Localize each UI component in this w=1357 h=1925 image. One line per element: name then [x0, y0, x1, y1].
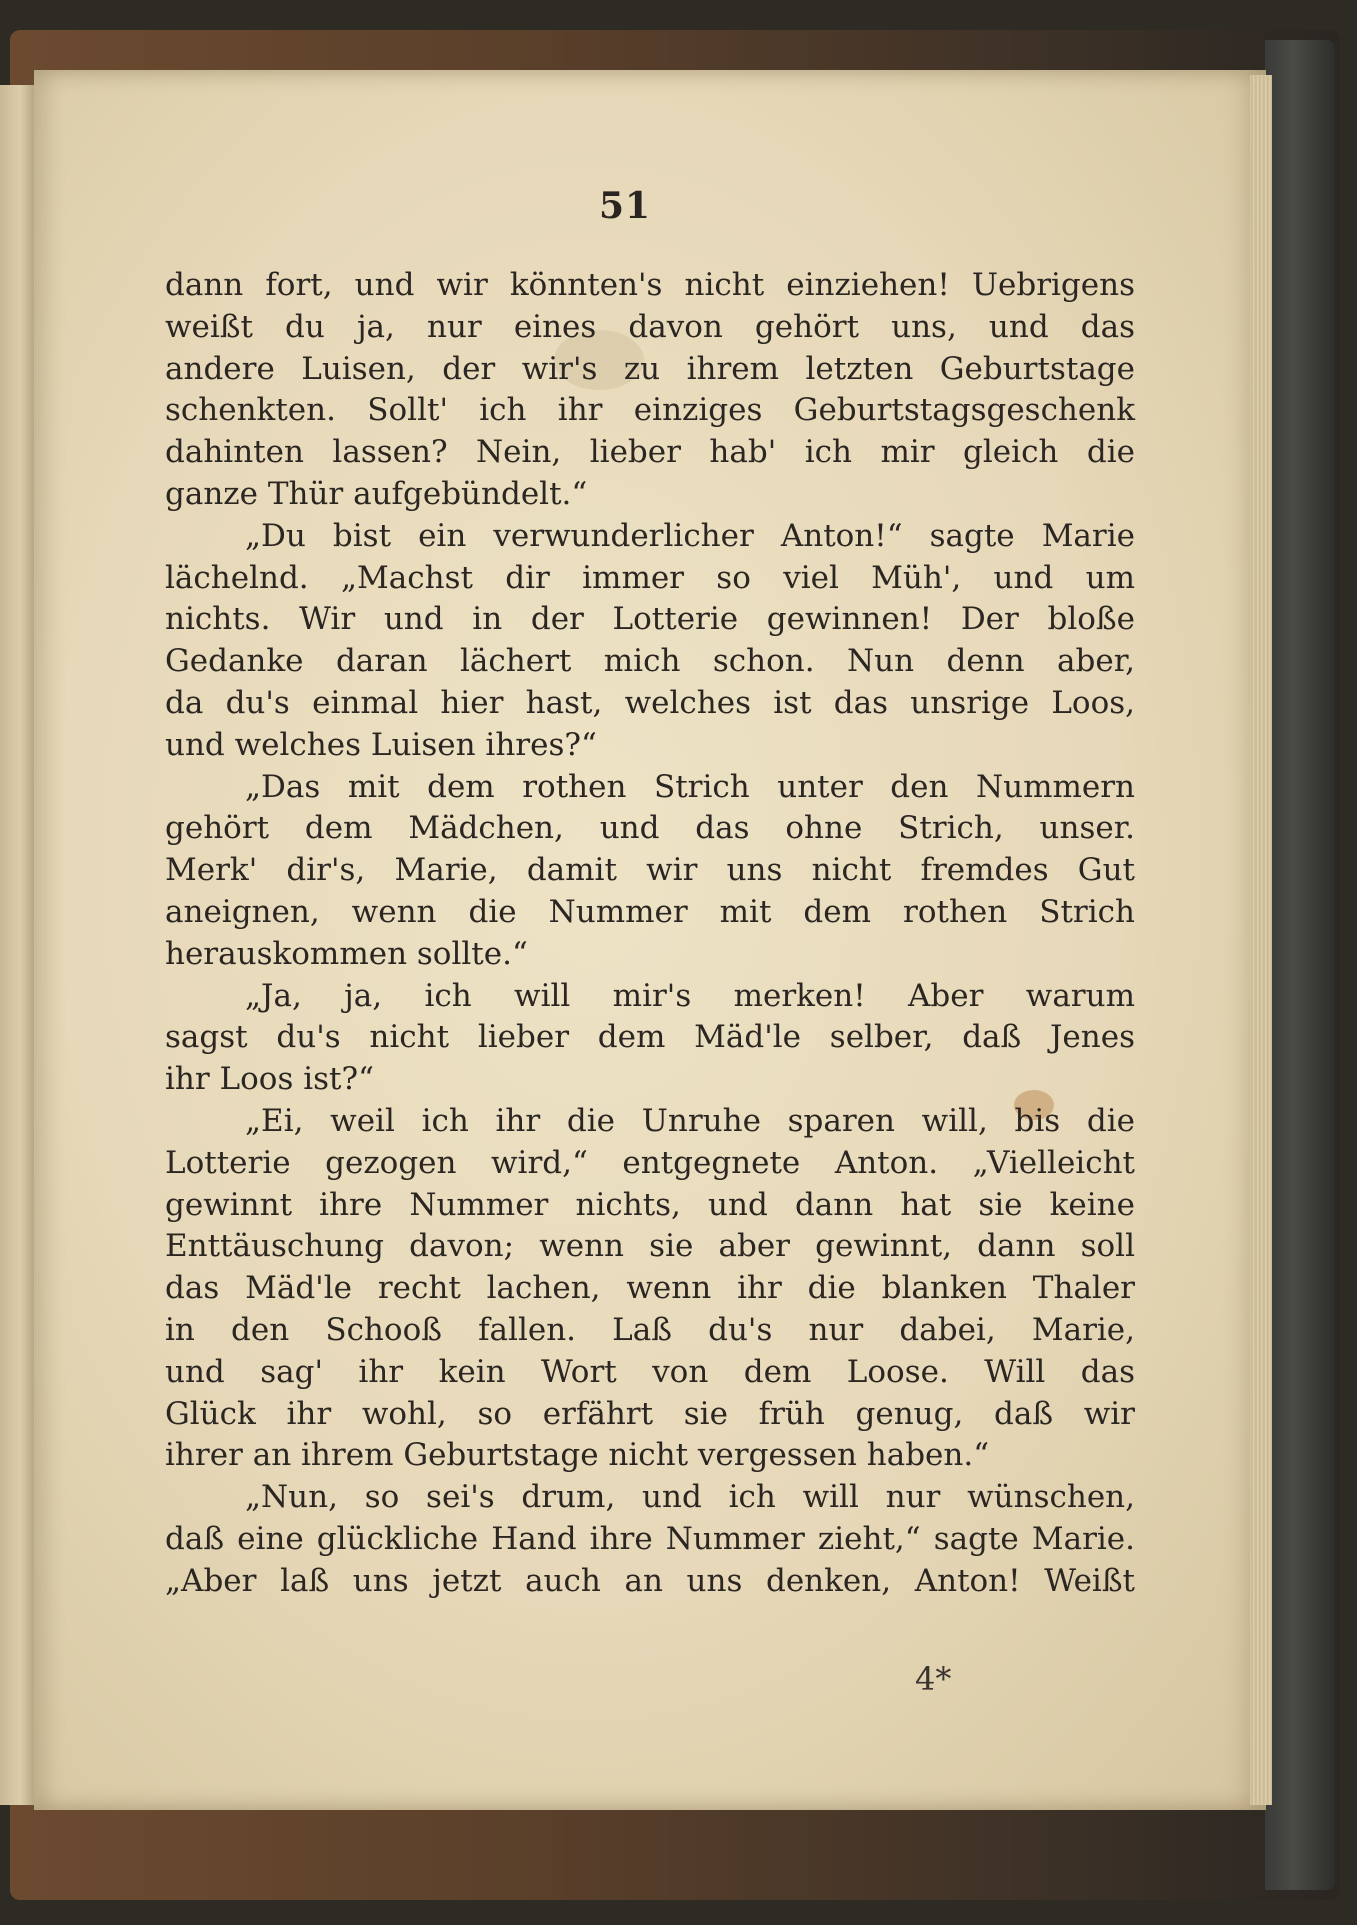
text-line: „Du bist ein verwunderlicher Anton!“ sagte Marie: [245, 517, 1135, 554]
text-line: und sag' ihr kein Wort von dem Loose. Will das: [165, 1353, 1135, 1390]
facing-page-edge: [0, 85, 34, 1805]
text-line: andere Luisen, der wir's zu ihrem letzten Geburtstage: [165, 350, 1135, 387]
text-line: ganze Thür aufgebündelt.“: [165, 475, 588, 512]
text-line: dahinten lassen? Nein, lieber hab' ich mir gleich die: [165, 434, 1135, 471]
text-line: „Nun, so sei's drum, und ich will nur wünschen,: [245, 1479, 1135, 1516]
text-line: sagst du's nicht lieber dem Mäd'le selber, daß Jenes: [165, 1019, 1135, 1056]
text-line: weißt du ja, nur eines davon gehört uns, und das: [165, 308, 1135, 345]
text-line: Enttäuschung davon; wenn sie aber gewinnt, dann soll: [165, 1228, 1135, 1265]
text-line: „Ei, weil ich ihr die Unruhe sparen will, bis die: [245, 1102, 1135, 1139]
text-line: gehört dem Mädchen, und das ohne Strich, unser.: [165, 810, 1135, 847]
text-line: und welches Luisen ihres?“: [165, 726, 597, 763]
text-line: lächelnd. „Machst dir immer so viel Müh', und um: [165, 559, 1135, 596]
cover-edge: [1265, 40, 1335, 1890]
text-line: da du's einmal hier hast, welches ist das unsrige Loos,: [165, 684, 1135, 721]
text-line: das Mäd'le recht lachen, wenn ihr die blanken Thaler: [165, 1270, 1135, 1307]
text-line: „Das mit dem rothen Strich unter den Nummern: [245, 768, 1135, 805]
text-line: Glück ihr wohl, so erfährt sie früh genug, daß wir: [165, 1395, 1135, 1432]
text-line: ihrer an ihrem Geburtstage nicht vergessen haben.“: [165, 1437, 990, 1474]
text-line: Merk' dir's, Marie, damit wir uns nicht fremdes Gut: [165, 852, 1135, 889]
text-line: ihr Loos ist?“: [165, 1061, 374, 1098]
page-number: 51: [598, 185, 652, 227]
text-line: in den Schooß fallen. Laß du's nur dabei, Marie,: [165, 1311, 1135, 1348]
text-line: schenkten. Sollt' ich ihr einziges Geburtstagsgeschenk: [165, 392, 1135, 429]
text-line: daß eine glückliche Hand ihre Nummer zieht,“ sagte Marie.: [165, 1520, 1135, 1557]
signature-mark: 4*: [915, 1660, 952, 1698]
text-line: herauskommen sollte.“: [165, 935, 528, 972]
text-line: aneignen, wenn die Nummer mit dem rothen Strich: [165, 893, 1135, 930]
text-line: „Aber laß uns jetzt auch an uns denken, Anton! Weißt: [165, 1562, 1135, 1599]
text-line: „Ja, ja, ich will mir's merken! Aber warum: [245, 977, 1135, 1014]
text-line: dann fort, und wir könnten's nicht einziehen! Uebrigens: [165, 267, 1135, 303]
page-text: [165, 265, 1135, 1603]
text-line: Lotterie gezogen wird,“ entgegnete Anton. „Vielleicht: [165, 1144, 1135, 1181]
page-block-edge: [1250, 75, 1272, 1805]
text-line: gewinnt ihre Nummer nichts, und dann hat sie keine: [165, 1186, 1135, 1223]
text-line: nichts. Wir und in der Lotterie gewinnen! Der bloße: [165, 601, 1135, 638]
text-line: Gedanke daran lächert mich schon. Nun denn aber,: [165, 643, 1135, 680]
